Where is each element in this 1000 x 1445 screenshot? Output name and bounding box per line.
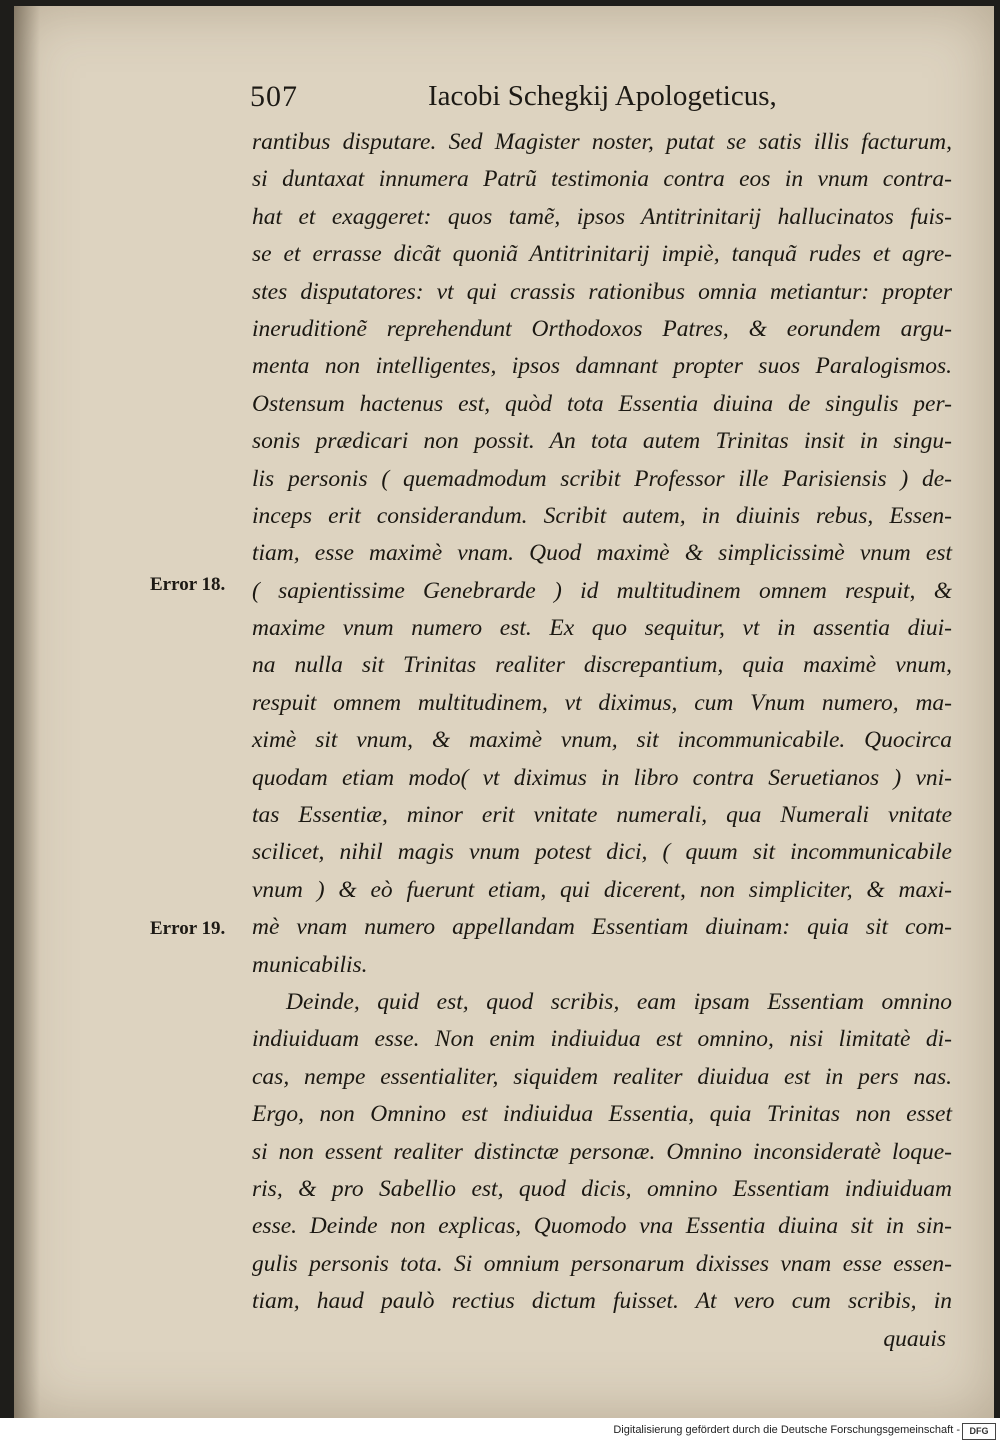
text-line: ximè sit vnum, & maximè vnum, sit incommunicabile. Quocirca bbox=[252, 727, 952, 754]
text-line: respuit omnem multitudinem, vt diximus, cum Vnum numero, ma- bbox=[252, 689, 952, 716]
text-line: vnum ) & eò fuerunt etiam, qui dicerent, non simpliciter, & maxi- bbox=[252, 876, 952, 903]
catchword: quauis bbox=[883, 1325, 946, 1352]
text-line: esse. Deinde non explicas, Quomodo vna Essentia diuina sit in sin- bbox=[252, 1213, 952, 1240]
text-line: Ergo, non Omnino est indiuidua Essentia, quia Trinitas non esset bbox=[252, 1101, 952, 1128]
digitization-footer bbox=[0, 1418, 1000, 1445]
text-line: inceps erit considerandum. Scribit autem, in diuinis rebus, Essen- bbox=[252, 502, 952, 529]
text-line: si non essent realiter distinctæ personæ. Omnino inconsideratè loque- bbox=[252, 1138, 952, 1165]
text-line: gulis personis tota. Si omnium personarum dixisses vnam esse essen- bbox=[252, 1250, 952, 1277]
text-line: indiuiduam esse. Non enim indiuidua est omnino, nisi limitatè di- bbox=[252, 1026, 952, 1053]
text-line: ris, & pro Sabellio est, quod dicis, omnino Essentiam indiuiduam bbox=[252, 1175, 952, 1202]
text-line: rantibus disputare. Sed Magister noster, putat se satis illis facturum, bbox=[252, 129, 952, 155]
text-line: se et errasse dicãt quoniã Antitrinitarij impiè, tanquã rudes et agre- bbox=[252, 241, 952, 268]
text-line: Deinde, quid est, quod scribis, eam ipsam Essentiam omnino bbox=[286, 988, 952, 1015]
margin-note-error-19: Error 19. bbox=[150, 918, 226, 939]
text-line: hat et exaggeret: quos tamẽ, ipsos Antitrinitarij hallucinatos fuis- bbox=[252, 203, 952, 230]
text-line: scilicet, nihil magis vnum potest dici, ( quum sit incommunicabile bbox=[252, 839, 952, 866]
running-title: Iacobi Schegkij Apologeticus, bbox=[428, 80, 777, 112]
text-line: maxime vnum numero est. Ex quo sequitur, vt in assentia diui- bbox=[252, 615, 952, 642]
text-line: menta non intelligentes, ipsos damnant propter suos Paralogismos. bbox=[252, 353, 952, 380]
text-line: tas Essentiæ, minor erit vnitate numerali, qua Numerali vnitate bbox=[252, 802, 952, 829]
text-line: cas, nempe essentialiter, siquidem realiter diuidua est in pers nas. bbox=[252, 1063, 952, 1090]
text-line: ineruditionẽ reprehendunt Orthodoxos Patres, & eorundem argu- bbox=[252, 315, 952, 342]
text-line: Ostensum hactenus est, quòd tota Essentia diuina de singulis per- bbox=[252, 390, 952, 417]
margin-note-error-18: Error 18. bbox=[150, 574, 226, 595]
text-line: quodam etiam modo( vt diximus in libro contra Seruetianos ) vni- bbox=[252, 764, 952, 791]
text-line: sonis prædicari non possit. An tota autem Trinitas insit in singu- bbox=[252, 428, 952, 455]
text-line: ( sapientissime Genebrarde ) id multitudinem omnem respuit, & bbox=[252, 577, 952, 604]
page-header bbox=[250, 80, 777, 120]
text-line: tiam, esse maximè vnam. Quod maximè & simplicissimè vnum est bbox=[252, 540, 952, 567]
page-gutter-shadow bbox=[14, 6, 40, 1418]
text-line: tiam, haud paulò rectius dictum fuisset. At vero cum scribis, in bbox=[252, 1288, 952, 1315]
text-line: na nulla sit Trinitas realiter discrepantium, quia maximè vnum, bbox=[252, 652, 952, 679]
body-text bbox=[252, 124, 952, 1358]
text-line: mè vnam numero appellandam Essentiam diuinam: quia sit com- bbox=[252, 914, 952, 941]
text-line: lis personis ( quemadmodum scribit Professor ille Parisiensis ) de- bbox=[252, 465, 952, 492]
text-line: si duntaxat innumera Patrũ testimonia contra eos in vnum contra- bbox=[252, 166, 952, 193]
page-number: 507 bbox=[250, 80, 298, 113]
dfg-logo-icon: DFG bbox=[962, 1423, 996, 1440]
text-line: stes disputatores: vt qui crassis rationibus omnia metiantur: propter bbox=[252, 278, 952, 305]
text-line: municabilis. bbox=[252, 951, 368, 978]
funding-credit: Digitalisierung gefördert durch die Deutsche Forschungsgemeinschaft - bbox=[613, 1424, 960, 1436]
